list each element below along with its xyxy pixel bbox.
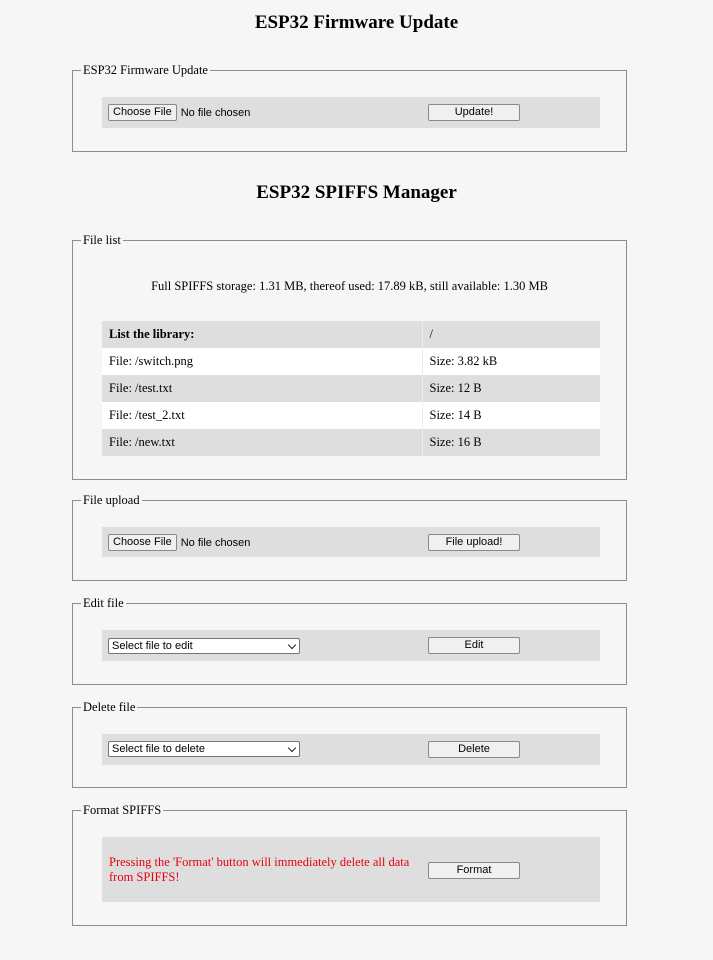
table-row xyxy=(102,429,600,456)
file-upload-button[interactable]: File upload! xyxy=(428,534,520,551)
edit-file-fieldset xyxy=(72,596,627,685)
firmware-choose-file-button[interactable]: Choose File xyxy=(108,104,177,121)
format-warning: Pressing the 'Format' button will immediately delete all data from SPIFFS! xyxy=(109,855,410,884)
file-list-fieldset xyxy=(72,233,627,480)
format-button[interactable]: Format xyxy=(428,862,520,879)
delete-select-value: Select file to delete xyxy=(112,743,205,755)
file-size: Size: 16 B xyxy=(422,429,600,456)
firmware-fieldset xyxy=(72,63,627,152)
table-row xyxy=(102,375,600,402)
delete-row xyxy=(102,734,600,765)
file-table xyxy=(102,321,600,456)
chevron-down-icon xyxy=(288,744,296,752)
edit-file-select[interactable] xyxy=(108,638,300,654)
update-button[interactable]: Update! xyxy=(428,104,520,121)
delete-file-legend: Delete file xyxy=(83,700,136,714)
delete-file-select[interactable] xyxy=(108,741,300,757)
file-name: File: /test.txt xyxy=(102,375,422,402)
format-spiffs-fieldset xyxy=(72,803,627,926)
format-spiffs-legend: Format SPIFFS xyxy=(83,803,162,817)
upload-file-chooser xyxy=(108,534,250,551)
file-size: Size: 12 B xyxy=(422,375,600,402)
table-row xyxy=(102,348,600,375)
storage-info: Full SPIFFS storage: 1.31 MB, thereof used: 17.89 kB, still available: 1.30 MB xyxy=(151,279,548,293)
table-header-row xyxy=(102,321,600,348)
file-list-legend: File list xyxy=(83,233,121,247)
format-row xyxy=(102,837,600,902)
firmware-heading: ESP32 Firmware Update xyxy=(254,12,459,33)
table-header-label: List the library: xyxy=(102,321,422,348)
edit-row xyxy=(102,630,600,661)
file-name: File: /test_2.txt xyxy=(102,402,422,429)
firmware-file-chooser xyxy=(108,104,250,121)
file-size: Size: 14 B xyxy=(422,402,600,429)
edit-file-legend: Edit file xyxy=(83,596,124,610)
spiffs-heading: ESP32 SPIFFS Manager xyxy=(256,182,457,203)
file-name: File: /switch.png xyxy=(102,348,422,375)
table-row xyxy=(102,402,600,429)
file-size: Size: 3.82 kB xyxy=(422,348,600,375)
file-name: File: /new.txt xyxy=(102,429,422,456)
file-upload-legend: File upload xyxy=(83,493,140,507)
file-upload-fieldset xyxy=(72,493,627,581)
upload-choose-file-button[interactable]: Choose File xyxy=(108,534,177,551)
edit-select-value: Select file to edit xyxy=(112,640,193,652)
firmware-no-file-text: No file chosen xyxy=(180,106,251,119)
firmware-row xyxy=(102,97,600,128)
chevron-down-icon xyxy=(288,641,296,649)
delete-button[interactable]: Delete xyxy=(428,741,520,758)
upload-row xyxy=(102,527,600,557)
table-header-value: / xyxy=(422,321,600,348)
upload-no-file-text: No file chosen xyxy=(180,536,251,549)
delete-file-fieldset xyxy=(72,700,627,788)
firmware-legend: ESP32 Firmware Update xyxy=(83,63,208,77)
edit-button[interactable]: Edit xyxy=(428,637,520,654)
